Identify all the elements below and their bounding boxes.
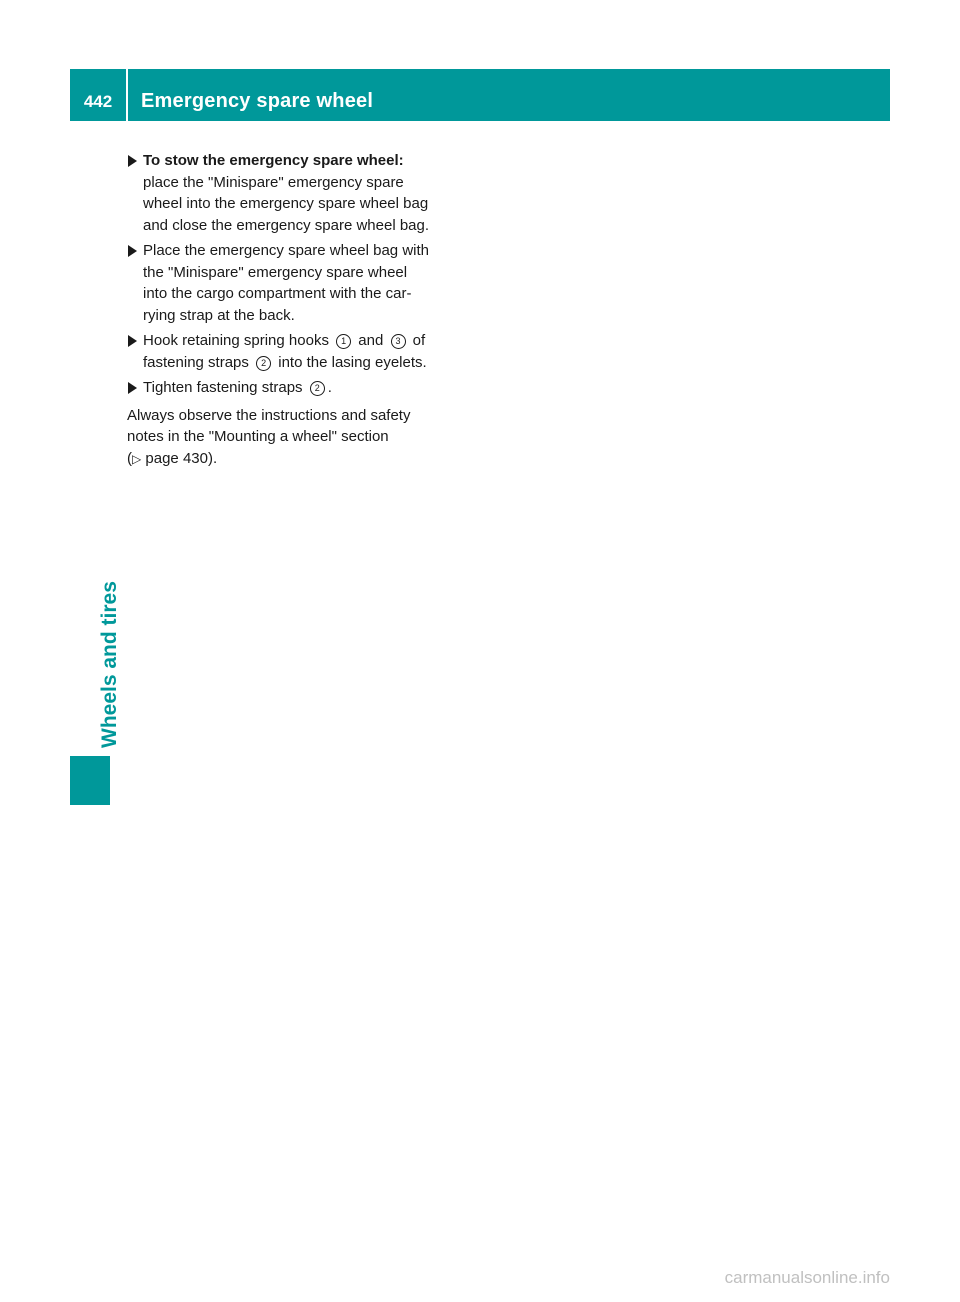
callout-2-icon: 2 — [256, 356, 271, 371]
safety-note — [127, 405, 467, 471]
page-ref-arrow-icon: ▷ — [132, 451, 142, 466]
note-line: notes in the "Mounting a wheel" section — [127, 428, 389, 445]
step-text: . — [327, 379, 332, 396]
step-place-bag — [127, 240, 467, 326]
section-side-label: Wheels and tires — [98, 581, 121, 748]
step-text: Hook retaining spring hooks — [143, 332, 329, 349]
content-column — [127, 150, 467, 470]
header-bar — [70, 69, 890, 121]
step-arrow-icon — [128, 382, 137, 394]
section-side-block — [70, 756, 110, 805]
page-reference[interactable] — [127, 448, 467, 471]
step-line: place the "Minispare" emergency spare — [143, 173, 404, 191]
step-arrow-icon — [128, 245, 137, 257]
page-title: Emergency spare wheel — [141, 90, 374, 112]
callout-2-icon: 2 — [310, 381, 325, 396]
step-text: fastening straps — [143, 353, 249, 371]
step-line: into the cargo compartment with the car- — [143, 285, 412, 302]
step-line: and close the emergency spare wheel bag. — [143, 216, 430, 234]
step-text: Tighten fastening straps — [143, 379, 303, 396]
step-line: Place the emergency spare wheel bag with — [143, 242, 429, 259]
step-text: of — [412, 332, 426, 349]
note-line: Always observe the instructions and safety — [127, 406, 411, 424]
callout-1-icon: 1 — [336, 334, 351, 349]
step-text: and — [358, 332, 384, 349]
step-tighten — [127, 377, 467, 399]
step-arrow-icon — [128, 155, 137, 167]
watermark: carmanualsonline.info — [724, 1268, 890, 1287]
step-line: wheel into the emergency spare wheel bag — [143, 195, 429, 212]
header-divider — [126, 69, 128, 121]
step-hook — [127, 330, 467, 373]
step-lead: To stow the emergency spare wheel: — [143, 152, 404, 169]
ref-text: page 430). — [145, 449, 218, 467]
step-stow — [127, 150, 467, 236]
step-line: rying strap at the back. — [143, 306, 295, 324]
callout-3-icon: 3 — [391, 334, 406, 349]
ref-open: ( — [127, 449, 132, 467]
step-line: the "Minispare" emergency spare wheel — [143, 263, 408, 281]
page-number: 442 — [83, 92, 113, 111]
step-arrow-icon — [128, 335, 137, 347]
step-text: into the lasing eyelets. — [278, 353, 427, 371]
